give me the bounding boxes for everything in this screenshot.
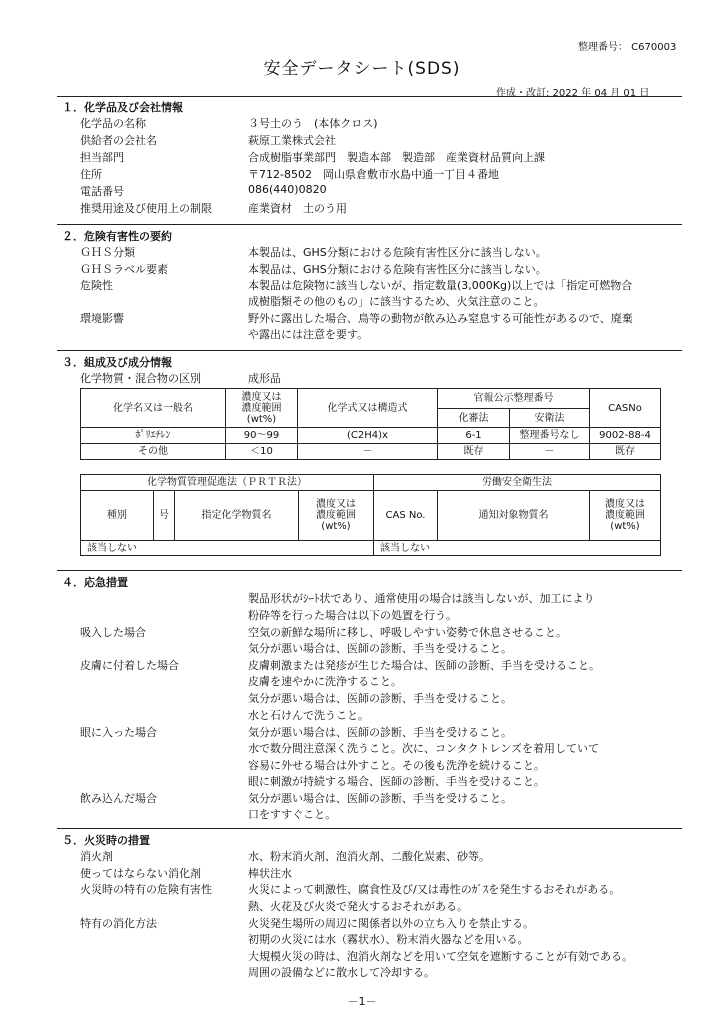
revision-date: 作成・改訂: 2022 年 04 月 01 日 [496, 88, 650, 99]
field-value: 口をすすぐこと。 [248, 808, 337, 821]
field-label: 供給者の会社名 [80, 134, 157, 147]
section-5-heading: ５．火災時の措置 [62, 834, 150, 847]
field-label: 危険性 [80, 279, 113, 292]
field-value: 本製品は危険物に該当しないが、指定数量(3,000Kg)以上では「指定可燃物合 [248, 279, 633, 292]
field-label: 化学物質・混合物の区別 [80, 372, 201, 385]
field-value: 棒状注水 [248, 867, 292, 880]
field-value: 野外に露出した場合、鳥等の動物が飲み込み窒息する可能性があるので、廃棄 [248, 312, 633, 325]
field-label: ＧＨＳ分類 [80, 246, 135, 259]
table-cell: ﾎﾟﾘｴﾁﾚﾝ [80, 427, 226, 444]
product-name: ３号土のう (本体クロス) [248, 117, 378, 130]
page-title: 安全データシート(SDS) [263, 59, 461, 79]
recommended-use: 産業資材 土のう用 [248, 202, 347, 215]
section-2-heading: ２．危険有害性の要約 [62, 230, 172, 243]
table-cell: 既存 [589, 443, 661, 460]
field-label: 担当部門 [80, 151, 124, 164]
field-value: 火災によって刺激性、腐食性及び/又は毒性のｶﾞｽを発生するおそれがある。 [248, 883, 621, 896]
field-value: 空気の新鮮な場所に移し、呼吸しやすい姿勢で休息させること。 [248, 626, 567, 639]
company-name: 萩原工業株式会社 [248, 134, 336, 147]
field-value: 成形品 [248, 372, 281, 385]
field-label: 推奨用途及び使用上の制限 [80, 202, 212, 215]
field-label: 消火剤 [80, 850, 113, 863]
field-label: 使ってはならない消化剤 [80, 867, 201, 880]
field-value: 皮膚を速やかに洗浄すること。 [248, 675, 402, 688]
field-value: 本製品は、GHS分類における危険有害性区分に該当しない。 [248, 246, 547, 259]
field-value: 周囲の設備などに散水して冷却する。 [248, 966, 435, 979]
table-header: 化学式又は構造式 [297, 388, 438, 428]
field-value: 皮膚刺激または発疹が生じた場合は、医師の診断、手当を受けること。 [248, 659, 600, 672]
table-header: CAS No. [373, 490, 438, 541]
table-cell: － [297, 443, 438, 460]
field-value: 水で数分間注意深く洗うこと。次に、コンタクトレンズを着用していて [248, 742, 599, 755]
table-header: CASNo [589, 388, 661, 428]
table-cell: ＜10 [225, 443, 298, 460]
table-header: 号 [153, 490, 175, 541]
field-value: 気分が悪い場合は、医師の診断、手当を受けること。 [248, 726, 512, 739]
field-value: 気分が悪い場合は、医師の診断、手当を受けること。 [248, 692, 512, 705]
field-value: 大規模火災の時は、泡消火剤などを用いて空気を遮断することが有効である。 [248, 950, 633, 963]
table-header: 安衛法 [509, 408, 590, 428]
table-cell: 該当しない [80, 540, 374, 556]
table-header: 化学物質管理促進法（ＰＲＴＲ法） [80, 474, 374, 491]
divider [57, 224, 682, 225]
field-value: 熱、火花及び火炎で発火するおそれがある。 [248, 900, 468, 913]
table-cell: － [509, 443, 590, 460]
field-label: 眼に入った場合 [80, 726, 157, 739]
divider [57, 96, 682, 97]
field-label: 住所 [80, 168, 102, 181]
divider [57, 570, 682, 571]
field-value: 成樹脂類その他のもの」に該当するため、火気注意のこと。 [248, 295, 545, 308]
field-label: 化学品の名称 [80, 117, 146, 130]
field-value: 製品形状がｼｰﾄ状であり、通常使用の場合は該当しないが、加工により [248, 592, 595, 605]
field-value: や露出には注意を要す。 [248, 328, 369, 341]
table-cell: 6-1 [437, 427, 510, 444]
document-number: 整理番号： C670003 [578, 42, 677, 53]
table-header: 官報公示整理番号 [437, 388, 590, 409]
section-1-heading: １．化学品及び会社情報 [62, 101, 183, 114]
field-label: 吸入した場合 [80, 626, 146, 639]
table-cell: その他 [80, 443, 226, 460]
field-label: 皮膚に付着した場合 [80, 659, 179, 672]
field-value: 本製品は、GHS分類における危険有害性区分に該当しない。 [248, 263, 547, 276]
field-value: 眼に刺激が持続する場合、医師の診断、手当を受けること。 [248, 775, 545, 788]
department: 合成樹脂事業部門 製造本部 製造部 産業資材品質向上課 [248, 151, 545, 164]
table-cell: (C2H4)x [297, 427, 438, 444]
table-cell: 該当しない [373, 540, 661, 556]
section-3-heading: ３．組成及び成分情報 [62, 356, 172, 369]
address: 〒712-8502 岡山県倉敷市水島中通一丁目４番地 [248, 168, 499, 181]
field-value: 初期の火災には水（霧状水）、粉末消火器などを用いる。 [248, 933, 529, 946]
table-header: 濃度又は 濃度範囲 (wt%) [225, 388, 298, 428]
field-label: 飲み込んだ場合 [80, 792, 157, 805]
table-header: 種別 [80, 490, 154, 541]
table-header: 化審法 [437, 408, 510, 428]
table-cell: 整理番号なし [509, 427, 590, 444]
divider [57, 828, 682, 829]
table-header: 通知対象物質名 [437, 490, 590, 541]
table-header: 指定化学物質名 [174, 490, 299, 541]
field-label: 環境影響 [80, 312, 124, 325]
table-header: 労働安全衛生法 [373, 474, 661, 491]
table-cell: 90～99 [225, 427, 298, 444]
table-header: 濃度又は 濃度範囲 (wt%) [589, 490, 661, 541]
field-label: 火災時の特有の危険有害性 [80, 883, 212, 896]
table-header: 濃度又は 濃度範囲 (wt%) [298, 490, 374, 541]
field-value: 容易に外せる場合は外すこと。その後も洗浄を続けること。 [248, 759, 545, 772]
field-label: 特有の消化方法 [80, 917, 157, 930]
divider [57, 350, 682, 351]
field-label: 電話番号 [80, 185, 124, 198]
field-label: ＧＨＳラベル要素 [80, 263, 168, 276]
phone-number: 086(440)0820 [248, 183, 327, 196]
field-value: 粉砕等を行った場合は以下の処置を行う。 [248, 609, 457, 622]
table-cell: 既存 [437, 443, 510, 460]
table-cell: 9002-88-4 [589, 427, 661, 444]
field-value: 水、粉末消火剤、泡消火剤、二酸化炭素、砂等。 [248, 850, 490, 863]
section-4-heading: ４．応急措置 [62, 576, 128, 589]
field-value: 気分が悪い場合は、医師の診断、手当を受けること。 [248, 792, 512, 805]
table-header: 化学名又は一般名 [80, 388, 226, 428]
field-value: 水と石けんで洗うこと。 [248, 709, 369, 722]
field-value: 気分が悪い場合は、医師の診断、手当を受けること。 [248, 642, 512, 655]
field-value: 火災発生場所の周辺に関係者以外の立ち入りを禁止する。 [248, 917, 534, 930]
page-number: －1－ [347, 995, 377, 1008]
